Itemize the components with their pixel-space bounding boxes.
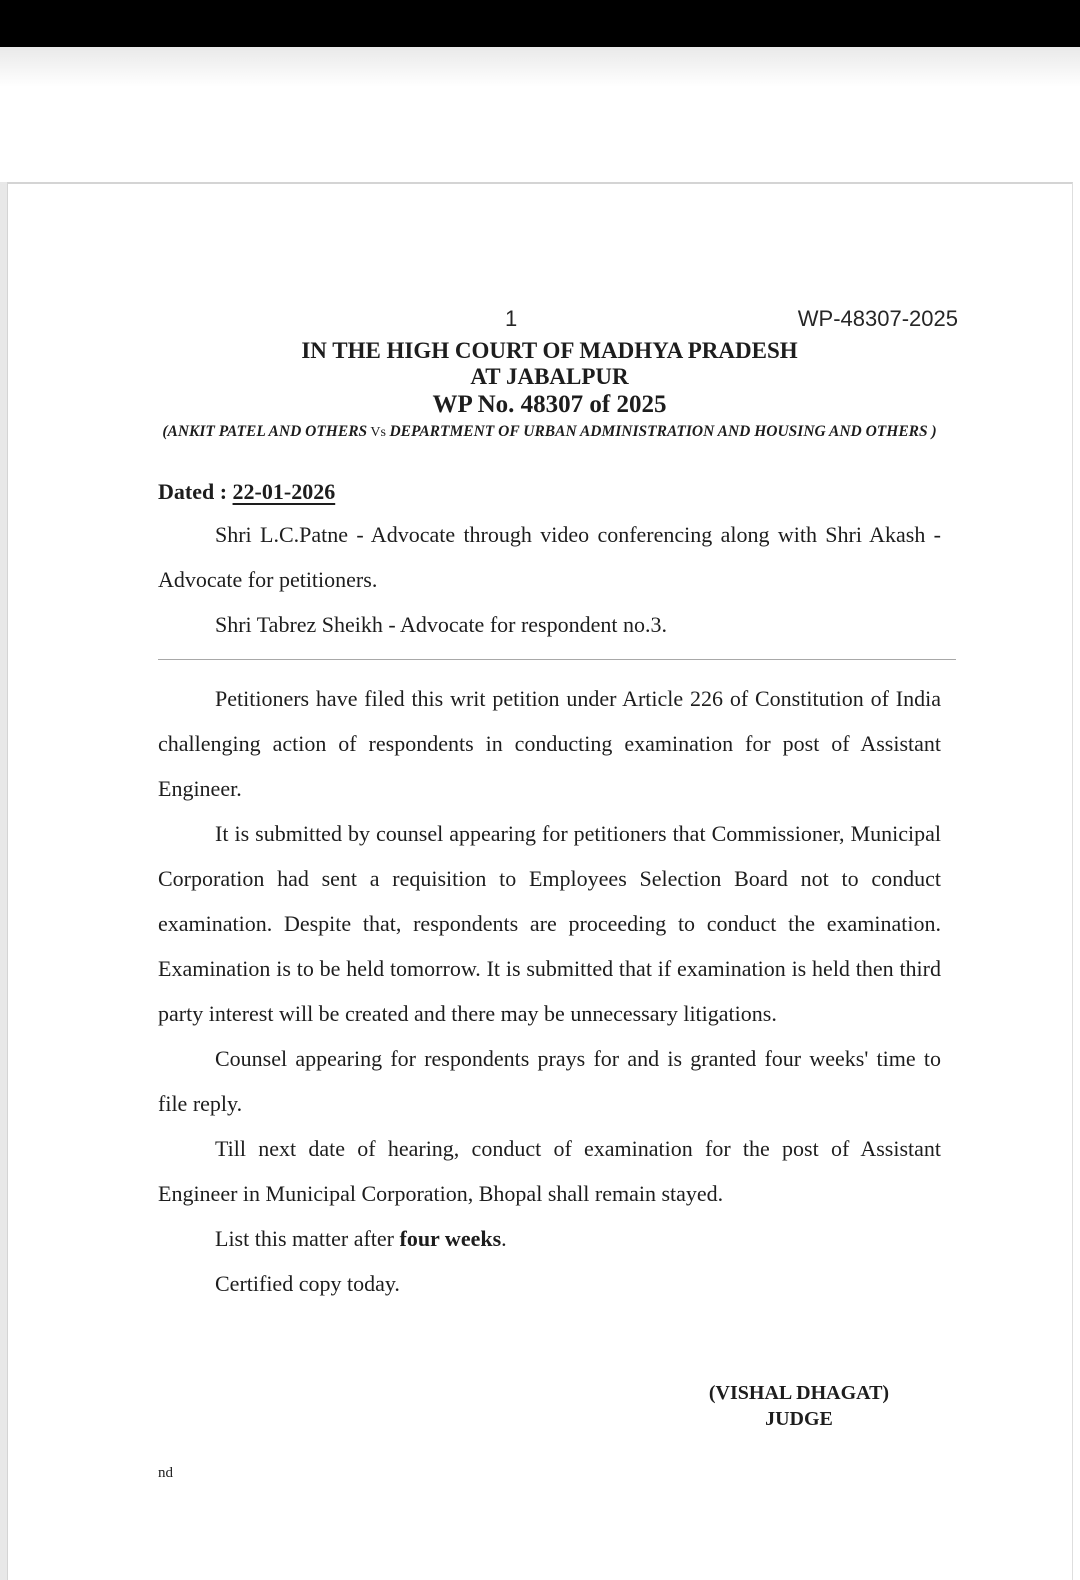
top-black-bar — [0, 0, 1080, 47]
judge-name: (VISHAL DHAGAT) — [708, 1382, 890, 1404]
order-para-5-bold: four weeks — [399, 1226, 502, 1251]
dated-value: 22-01-2026 — [232, 479, 336, 504]
order-para-4: Till next date of hearing, conduct of examination for the post of Assistant Engineer in Municipal Corporation, Bhopal shall remain stayed. — [158, 1136, 941, 1206]
versus-label: Vs — [367, 425, 390, 440]
order-para-5-period: . — [501, 1226, 507, 1251]
order-para-6: Certified copy today. — [215, 1271, 400, 1296]
petitioner-names: (ANKIT PATEL AND OTHERS — [162, 423, 368, 440]
case-reference: WP-48307-2025 — [797, 306, 958, 331]
order-para-5 — [158, 1216, 941, 1261]
case-number-title: WP No. 48307 of 2025 — [432, 391, 667, 418]
parties-line — [158, 423, 941, 442]
order-para-1: Petitioners have filed this writ petition under Article 226 of Constitution of India challenging action of respondents in conducting examination for post of Assistant Engineer. — [158, 686, 941, 801]
dated-line — [158, 478, 941, 505]
page-number: 1 — [505, 306, 518, 331]
document-header — [158, 305, 958, 332]
document-page — [7, 182, 1073, 1580]
respondent-names: DEPARTMENT OF URBAN ADMINISTRATION AND HOUSING AND OTHERS ) — [389, 423, 937, 440]
left-gutter — [0, 182, 7, 1580]
viewer-backdrop — [0, 47, 1080, 87]
judge-designation: JUDGE — [765, 1408, 833, 1430]
appearance-respondent: Shri Tabrez Sheikh - Advocate for respondent no.3. — [215, 612, 667, 637]
order-para-3: Counsel appearing for respondents prays for and is granted four weeks' time to file reply. — [158, 1046, 941, 1116]
dated-label: Dated : — [158, 479, 233, 504]
order-para-2: It is submitted by counsel appearing for petitioners that Commissioner, Municipal Corporation had sent a requisition to Employees Selection Board not to conduct examination. Despite that, respondents are proceeding to conduct the examination. Examination is to be held tomorrow. It is submitted that if examination is held then third party interest will be created and there may be unnecessary litigations. — [158, 821, 941, 1026]
stenographer-initials: nd — [158, 1465, 173, 1481]
signature-block — [679, 1380, 919, 1432]
appearance-petitioners: Shri L.C.Patne - Advocate through video conferencing along with Shri Akash - Advocate for petitioners. — [158, 522, 941, 592]
bench-location: AT JABALPUR — [470, 364, 629, 389]
court-title: IN THE HIGH COURT OF MADHYA PRADESH — [301, 338, 798, 363]
separator-line — [158, 659, 956, 660]
order-para-5-text: List this matter after — [215, 1226, 400, 1251]
